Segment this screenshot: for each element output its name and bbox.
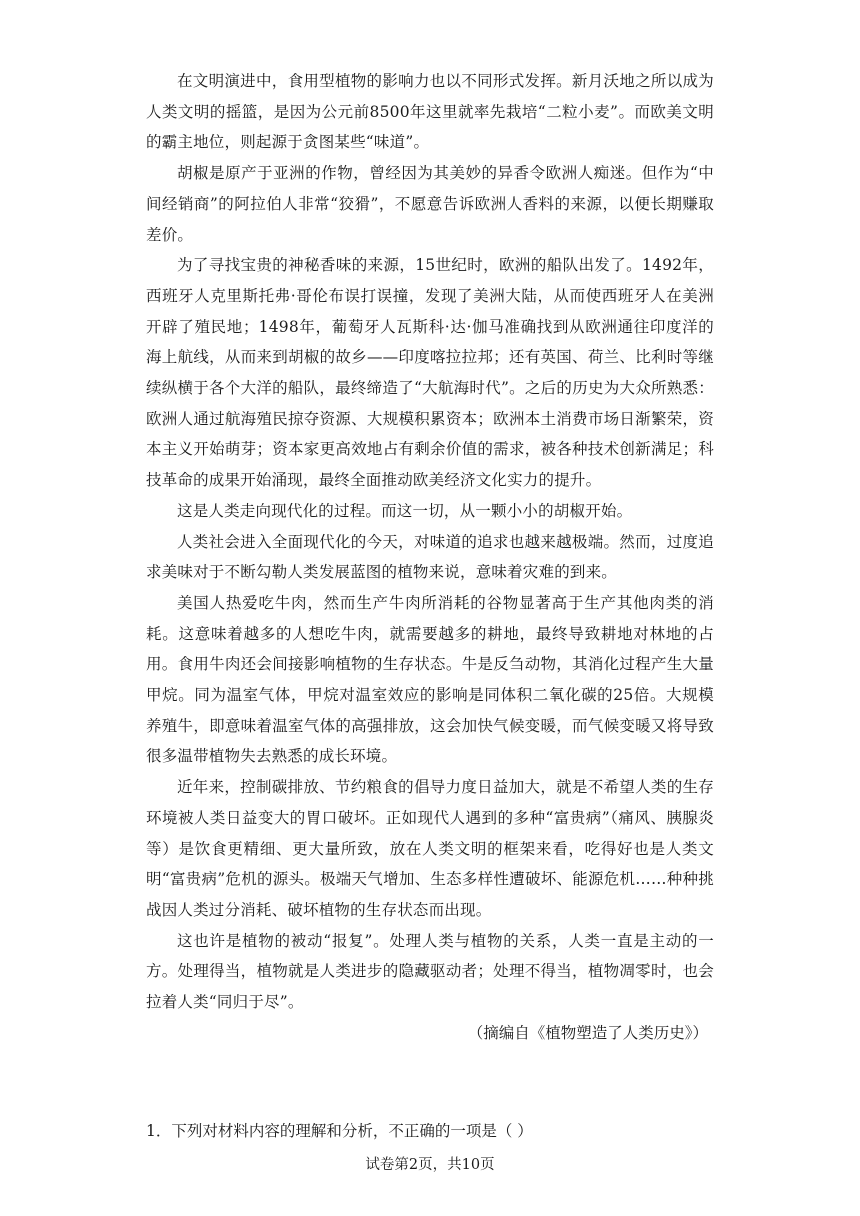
- page-footer: 试卷第2页，共10页: [365, 1157, 495, 1173]
- question-1: 1．下列对材料内容的理解和分析，不正确的一项是（ ）: [146, 1122, 533, 1140]
- paragraph-1: 在文明演进中，食用型植物的影响力也以不同形式发挥。新月沃地之所以成为人类文明的摇篮，是因为公元前8500年这里就率先栽培“二粒小麦”。而欧美文明的霸主地位，则起源于贪图某些“味道”。: [146, 72, 714, 152]
- article-body: [146, 66, 714, 1048]
- paragraph-5: 人类社会进入全面现代化的今天，对味道的追求也越来越极端。然而，过度追求美味对于不断勾勒人类发展蓝图的植物来说，意味着灾难的到来。: [146, 532, 714, 582]
- paragraph-2: 胡椒是原产于亚洲的作物，曾经因为其美妙的异香令欧洲人痴迷。但作为“中间经销商”的阿拉伯人非常“狡猾”，不愿意告诉欧洲人香料的来源，以便长期赚取差价。: [146, 164, 714, 244]
- article-source: （摘编自《植物塑造了人类历史》）: [467, 1023, 708, 1042]
- paragraph-8: 这也许是植物的被动“报复”。处理人类与植物的关系，人类一直是主动的一方。处理得当，植物就是人类进步的隐藏驱动者；处理不得当，植物凋零时，也会拉着人类“同归于尽”。: [146, 931, 714, 1012]
- paragraph-6: 美国人热爱吃牛肉，然而生产牛肉所消耗的谷物显著高于生产其他肉类的消耗。这意味着越多的人想吃牛肉，就需要越多的耕地，最终导致耕地对林地的占用。食用牛肉还会间接影响植物的生存状态。牛是反刍动物，其消化过程产生大量甲烷。同为温室气体，甲烷对温室效应的影响是同体积二氧化碳的25倍。大规模养殖牛，即意味着温室气体的高强排放，这会加快气候变暖，而气候变暖又将导致很多温带植物失去熟悉的成长环境。: [146, 593, 714, 766]
- paragraph-7: 近年来，控制碳排放、节约粮食的倡导力度日益加大，就是不希望人类的生存环境被人类日益变大的胃口破坏。正如现代人遇到的多种“富贵病”（痛风、胰腺炎等）是饮食更精细、更大量所致，放在人类文明的框架来看，吃得好也是人类文明“富贵病”危机的源头。极端天气增加、生态多样性遭破坏、能源危机……种种挑战因人类过分消耗、破坏植物的生存状态而出现。: [146, 778, 714, 919]
- paragraph-3: 为了寻找宝贵的神秘香味的来源，15世纪时，欧洲的船队出发了。1492年，西班牙人克里斯托弗·哥伦布误打误撞，发现了美洲大陆，从而使西班牙人在美洲开辟了殖民地；1498年，葡萄牙人瓦斯科·达·伽马准确找到从欧洲通往印度洋的海上航线，从而来到胡椒的故乡——印度喀拉拉邦；还有英国、荷兰、比利时等继续纵横于各个大洋的船队，最终缔造了“大航海时代”。之后的历史为大众所熟悉：欧洲人通过航海殖民掠夺资源、大规模积累资本；欧洲本土消费市场日渐繁荣，资本主义开始萌芽；资本家更高效地占有剩余价值的需求，被各种技术创新满足；科技革命的成果开始涌现，最终全面推动欧美经济文化实力的提升。: [146, 256, 714, 490]
- paragraph-4: 这是人类走向现代化的过程。而这一切，从一颗小小的胡椒开始。: [177, 501, 633, 520]
